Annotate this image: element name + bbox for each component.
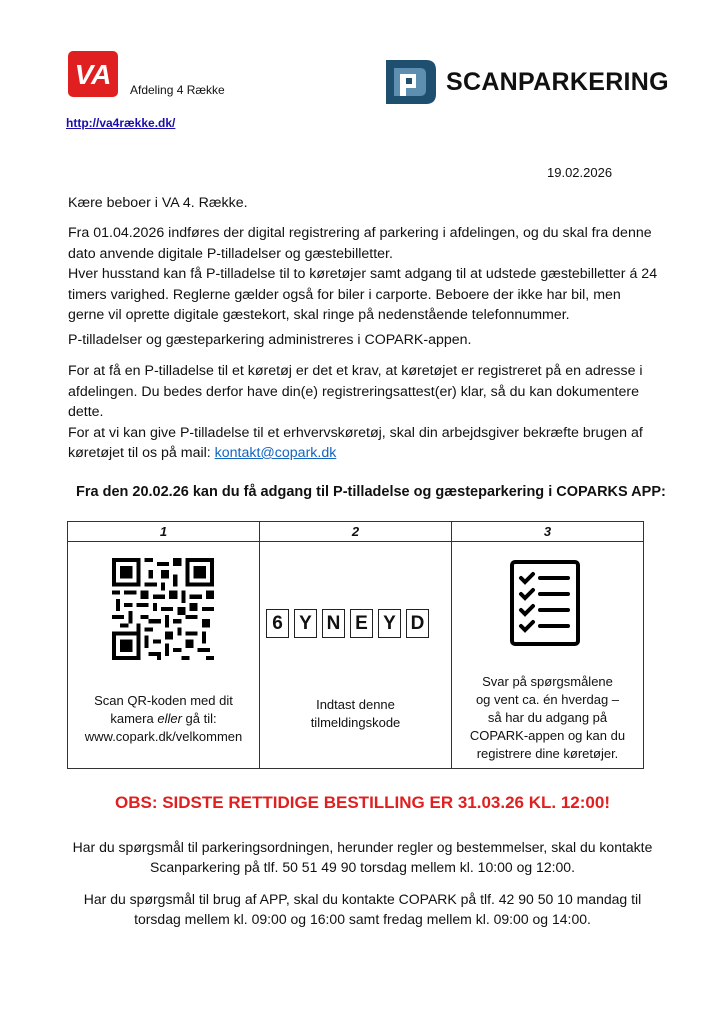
business-vehicle-sentence: For at vi kan give P-tilladelse til et erhvervskøretøj, skal din arbejdsgiver bekræfte brugen af køretøjet til os på mail: xyxy=(68,424,643,461)
step-3-cell xyxy=(452,542,644,769)
step-number-1: 1 xyxy=(68,522,260,542)
code-char: D xyxy=(406,609,429,638)
requirements-paragraph xyxy=(68,361,658,464)
step-2-cell xyxy=(260,542,452,769)
permit-rules-text: Hver husstand kan få P-tilladelse til to køretøjer samt adgang til at udstede gæstebilletter á 24 timers varighed. Reglerne gælder også for biler i carporte. Beboere der ikke har bil, men gerne vil oprette digitale gæstekort, skal ringe på nedenstående telefonnummer. xyxy=(68,266,658,323)
step-1-line-2-start: kamera xyxy=(110,711,158,726)
copark-welcome-url[interactable]: www.copark.dk/velkommen xyxy=(84,729,243,744)
scanparkering-logo-icon xyxy=(380,56,440,108)
step-number-2: 2 xyxy=(260,522,452,542)
registration-code xyxy=(266,609,429,638)
business-vehicle-text xyxy=(68,423,658,464)
step-3-line-4: COPARK-appen og kan du xyxy=(469,728,626,743)
step-2-line-1: Indtast denne xyxy=(316,697,395,712)
step-3-line-3: så har du adgang på xyxy=(487,710,608,725)
step-3-line-5: registrere dine køretøjer. xyxy=(476,746,619,761)
checklist-icon xyxy=(510,560,580,646)
step-2-line-2: tilmeldingskode xyxy=(310,715,401,730)
step-3-instructions xyxy=(452,673,643,763)
code-char: E xyxy=(350,609,373,638)
code-char: Y xyxy=(294,609,317,638)
department-name: Afdeling 4 Række xyxy=(130,83,225,97)
qr-code-icon[interactable] xyxy=(112,558,214,660)
scanparkering-wordmark: SCANPARKERING xyxy=(446,68,669,96)
code-char: Y xyxy=(378,609,401,638)
steps-table xyxy=(67,521,644,769)
va-website-link[interactable]: http://va4række.dk/ xyxy=(66,116,176,130)
step-1-line-2-emphasis: eller xyxy=(157,711,182,726)
access-headline: Fra den 20.02.26 kan du få adgang til P-tilladelse og gæsteparkering i COPARKS APP: xyxy=(76,484,666,500)
step-1-line-2-end: gå til: xyxy=(181,711,217,726)
deadline-notice: OBS: SIDSTE RETTIDIGE BESTILLING ER 31.03.26 KL. 12:00! xyxy=(114,793,610,812)
code-char: N xyxy=(322,609,345,638)
greeting-text: Kære beboer i VA 4. Række. xyxy=(68,195,248,211)
intro-text: Fra 01.04.2026 indføres der digital registrering af parkering i afdelingen, og du skal fra denne dato anvende digitale P-tilladelser og gæstebilletter. xyxy=(68,225,652,262)
code-char: 6 xyxy=(266,609,289,638)
copark-text: P-tilladelser og gæsteparkering administreres i COPARK-appen. xyxy=(68,332,472,348)
letter-date: 19.02.2026 xyxy=(547,165,613,180)
requirements-text: For at få en P-tilladelse til et køretøj er det et krav, at køretøjet er registreret på en adresse i afdelingen. Du bedes derfor have din(e) registreringsattest(er) klar, så du kan dokumentere dette. xyxy=(68,363,643,420)
copark-paragraph xyxy=(68,330,658,351)
step-number-3: 3 xyxy=(452,522,644,542)
va-logo xyxy=(68,51,118,97)
step-1-line-2 xyxy=(68,710,259,728)
email-link[interactable]: kontakt@copark.dk xyxy=(214,445,337,461)
step-2-instructions xyxy=(260,696,451,732)
step-3-line-2: og vent ca. én hverdag – xyxy=(475,692,620,707)
step-1-line-1: Scan QR-koden med dit xyxy=(94,693,233,708)
greeting xyxy=(68,193,658,214)
step-1-cell xyxy=(68,542,260,769)
intro-paragraph xyxy=(68,223,658,326)
copark-contact: Har du spørgsmål til brug af APP, skal du kontakte COPARK på tlf. 42 90 50 10 mandag til torsdag mellem kl. 09:00 og 16:00 samt fredag mellem kl. 09:00 og 14:00. xyxy=(83,891,642,927)
step-3-line-1: Svar på spørgsmålene xyxy=(482,674,613,689)
scanparkering-contact: Har du spørgsmål til parkeringsordningen, herunder regler og bestemmelser, skal du kontakte Scanparkering på tlf. 50 51 49 90 torsdag mellem kl. 10:00 og 12:00. xyxy=(72,839,653,875)
step-1-instructions xyxy=(68,692,259,746)
va-logo-text: VA xyxy=(74,59,112,90)
